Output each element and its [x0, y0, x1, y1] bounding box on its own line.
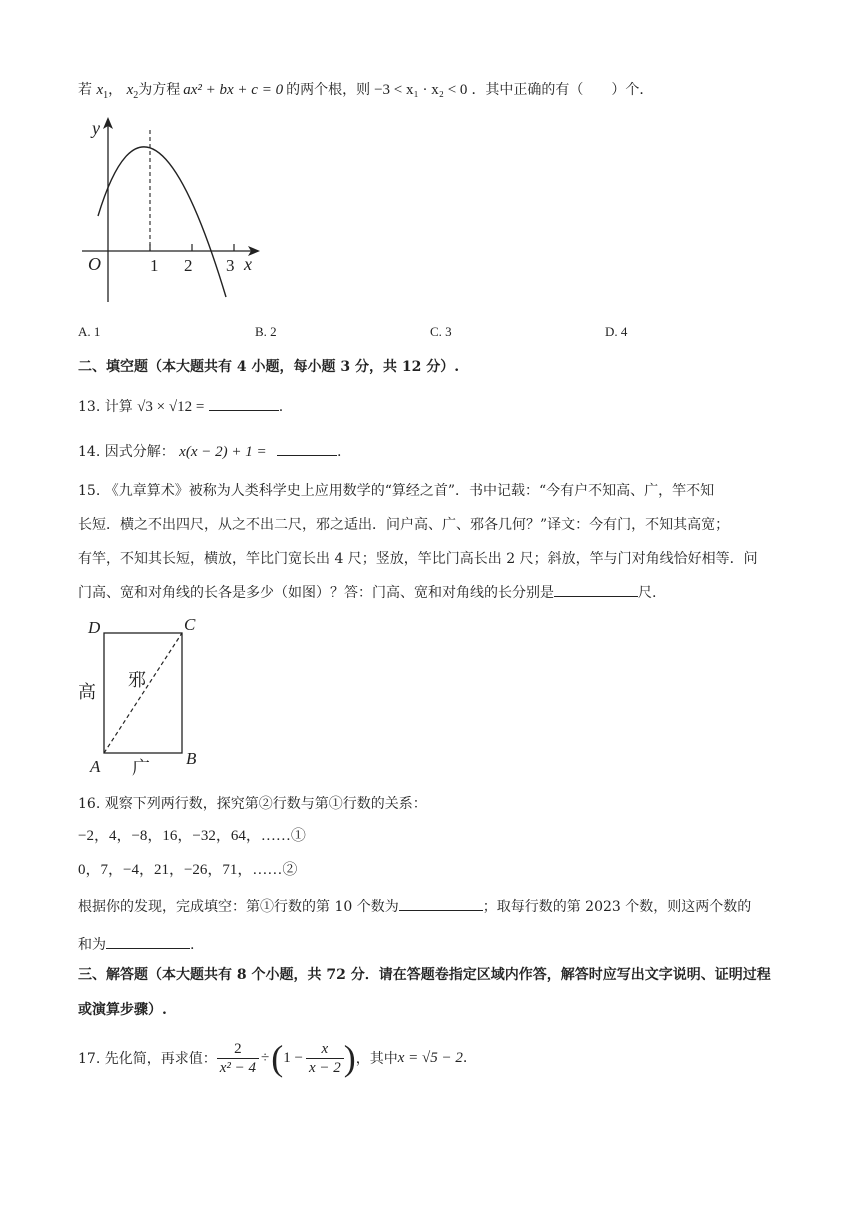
q13-expression: √3 × √12 = [137, 399, 205, 415]
label-C: C [184, 615, 196, 634]
option-b[interactable]: B. 2 [255, 324, 277, 339]
q16-fill [78, 888, 783, 964]
q17-right-paren: ) [343, 1038, 356, 1078]
x-label: x [244, 254, 252, 274]
q15-line-3: 有竿，不知其长短，横放，竿比门宽长出 4 尺；竖放，竿比门高长出 2 尺；斜放，竿与门对角线恰好相等．问 [78, 551, 758, 567]
q12-comma: ， [108, 82, 123, 98]
q17-fraction-1 [217, 1040, 259, 1077]
q12-sub1: 1 [103, 89, 109, 101]
option-d[interactable]: D. 4 [605, 324, 628, 339]
q17-one-minus: 1 − [283, 1049, 303, 1066]
q13-text: 计算 [104, 399, 133, 415]
q14-text: 因式分解： [104, 444, 175, 460]
q15-line-4 [78, 576, 783, 610]
q14-answer-blank[interactable] [277, 441, 337, 456]
q12-parabola-graph [80, 112, 280, 312]
parabola-curve [98, 147, 226, 297]
label-width: 广 [132, 758, 150, 777]
q17-value: x = √5 − 2 [397, 1049, 463, 1066]
tick-label-3: 3 [226, 256, 235, 275]
q12-equation: ax² + bx + c = 0 [183, 82, 284, 98]
q17-frac1-denominator: x² − 4 [219, 1059, 256, 1076]
label-diagonal: 邪 [128, 670, 146, 690]
label-A: A [90, 757, 101, 776]
q16-end: . [190, 937, 195, 953]
q16-blank-2[interactable] [106, 934, 190, 949]
y-label: y [92, 118, 100, 138]
q12-condition-line [78, 80, 653, 106]
q14-end: . [337, 444, 342, 460]
door-diagonal [104, 633, 182, 753]
q17-text: 17. 先化简，再求值： [78, 1051, 217, 1067]
section-fill-in-title: 二、填空题（本大题共有 4 小题，每小题 3 分，共 12 分）. [78, 359, 460, 375]
option-c[interactable]: C. 3 [430, 324, 452, 339]
label-D: D [88, 618, 101, 637]
origin-label: O [88, 254, 101, 274]
q15-line-2: 长短．横之不出四尺，从之不出二尺，邪之适出．问户高、广、邪各几何？”译文：今有门，不知其高宽； [78, 517, 730, 533]
option-a[interactable]: A. 1 [78, 324, 101, 339]
q12-inequality: −3 < x₁ · x₂ < 0 [374, 82, 468, 98]
q17-mid: ，其中 [355, 1051, 398, 1067]
q12-text-mid: 为方程 [138, 82, 181, 98]
q13-end: . [278, 399, 284, 415]
q15-answer-blank[interactable] [554, 582, 638, 597]
q16-fill-line-1 [78, 888, 783, 926]
q17-frac2-numerator: x [306, 1040, 344, 1059]
q15-door-figure [78, 612, 218, 777]
q13 [78, 396, 283, 417]
q15-text [78, 474, 783, 610]
q12-x2: x [126, 82, 134, 98]
q12-text-end: ．其中正确的有（ ）个． [471, 82, 654, 98]
q12-x1: x [96, 82, 104, 98]
q14-number: 14. [78, 444, 101, 460]
q15-line-4-end: 尺. [638, 585, 657, 601]
tick-label-1: 1 [150, 256, 159, 275]
q16-text-1: 根据你的发现，完成填空：第①行数的第 10 个数为 [78, 899, 399, 915]
q17-fraction-2 [306, 1040, 344, 1077]
q17-left-paren: ( [271, 1038, 284, 1078]
q17-end: . [462, 1050, 468, 1066]
q13-answer-blank[interactable] [209, 396, 279, 411]
tick-label-2: 2 [184, 256, 193, 275]
label-B: B [186, 749, 197, 768]
q17 [78, 1033, 467, 1083]
q12-sub2: 2 [133, 89, 139, 101]
q14 [78, 441, 342, 462]
q17-frac1-numerator: 2 [217, 1040, 259, 1059]
q16-row-1: −2，4，−8，16，−32，64，……① [78, 828, 306, 844]
q15-line-4-text: 门高、宽和对角线的长各是多少（如图）？答：门高、宽和对角线的长分别是 [78, 585, 554, 601]
label-height: 高 [78, 682, 96, 702]
q16-blank-1[interactable] [399, 896, 483, 911]
q14-expression: x(x − 2) + 1 = [179, 444, 267, 460]
q12-text-mid2: 的两个根，则 [286, 82, 371, 98]
section-answer-title: 三、解答题（本大题共有 8 个小题，共 72 分．请在答题卷指定区域内作答，解答时应写出文字说明、证明过程或演算步骤）. [78, 967, 771, 1018]
q16-intro: 16. 观察下列两行数，探究第②行数与第①行数的关系： [78, 796, 427, 812]
q17-divide: ÷ [261, 1049, 270, 1066]
q17-frac2-denominator: x − 2 [308, 1059, 341, 1076]
q16-text-2: ；取每行数的第 2023 个数，则这两个数的 [482, 899, 752, 915]
q13-number: 13. [78, 399, 101, 415]
q15-line-1: 15. 《九章算术》被称为人类科学史上应用数学的“算经之首”．书中记载：“今有户不知高、广，竿不知 [78, 483, 715, 499]
q12-text-prefix: 若 [78, 82, 92, 98]
q16-row-2: 0，7，−4，21，−26，71，……② [78, 862, 298, 878]
q16-text-3: 和为 [78, 937, 106, 953]
